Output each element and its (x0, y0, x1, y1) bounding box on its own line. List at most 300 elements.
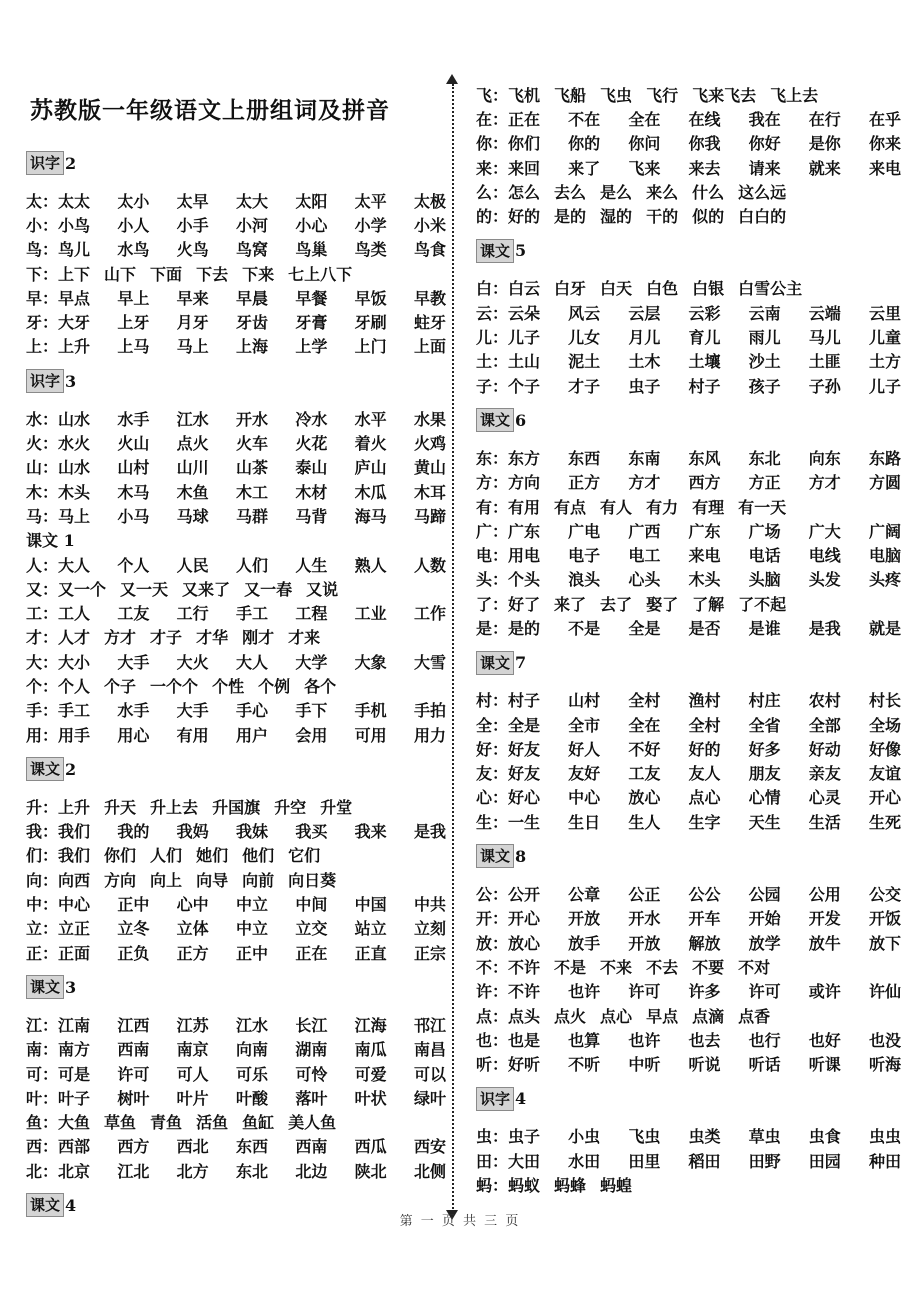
vocab-word: 正方 (176, 943, 209, 963)
vocab-character: 公： (476, 885, 509, 905)
vocab-row (476, 1052, 901, 1076)
vocab-word: 鸟儿 (58, 240, 91, 260)
vocab-word: 点心 (600, 1006, 633, 1026)
vocab-word: 去了 (600, 594, 633, 614)
vocab-word: 上海 (236, 337, 269, 357)
vocab-word: 放下 (868, 933, 901, 953)
vocab-word: 开车 (688, 909, 721, 929)
section-tag: 识字 (26, 369, 64, 393)
vocab-word: 田里 (628, 1151, 661, 1171)
vocab-word: 全部 (808, 715, 841, 735)
vocab-word: 开心 (508, 909, 541, 929)
vocab-word: 泰山 (295, 458, 328, 478)
vocab-word: 我在 (748, 109, 781, 129)
vocab-word: 飞上去 (770, 85, 819, 105)
vocab-word: 我妹 (236, 822, 269, 842)
vocab-word: 西方 (688, 473, 721, 493)
vocab-character: 水： (26, 409, 59, 429)
vocab-word: 放手 (568, 933, 601, 953)
vocab-word: 太平 (354, 191, 387, 211)
vocab-row (26, 794, 446, 818)
vocab-word: 儿子 (508, 328, 541, 348)
vocab-word: 全村 (688, 715, 721, 735)
vocab-character: 心： (476, 788, 509, 808)
vocab-character: 么： (476, 182, 509, 202)
vocab-row (26, 722, 446, 746)
vocab-word: 太极 (413, 191, 446, 211)
vocab-character: 广： (476, 521, 509, 541)
vocab-word: 可用 (354, 725, 387, 745)
vocab-character: 正： (26, 943, 59, 963)
vocab-word: 可人 (176, 1064, 209, 1084)
vocab-word: 在行 (808, 109, 841, 129)
vocab-word: 朋友 (748, 764, 781, 784)
vocab-words (508, 1173, 901, 1196)
vocab-words (58, 310, 446, 333)
vocab-word: 不许 (508, 957, 541, 977)
vocab-word: 个人 (58, 676, 91, 696)
vocab-word: 东北 (748, 448, 781, 468)
vocab-word: 听海 (868, 1055, 901, 1075)
vocab-row (26, 1110, 446, 1134)
vocab-character: 鱼： (26, 1113, 59, 1133)
vocab-word: 点滴 (692, 1006, 725, 1026)
vocab-word: 西北 (176, 1137, 209, 1157)
vocab-word: 也许 (628, 1030, 661, 1050)
vocab-word: 东南 (628, 448, 661, 468)
vocab-word: 土匪 (808, 352, 841, 372)
vocab-row (476, 518, 901, 542)
vocab-word: 工程 (295, 604, 328, 624)
vocab-word: 个人 (117, 555, 150, 575)
vocab-word: 可爱 (354, 1064, 387, 1084)
vocab-word: 火鸡 (413, 434, 446, 454)
vocab-word: 就是 (868, 618, 901, 638)
vocab-word: 大手 (176, 701, 209, 721)
vocab-word: 用电 (508, 546, 541, 566)
vocab-word: 手拍 (413, 701, 446, 721)
vocab-word: 马上 (58, 506, 91, 526)
vocab-word: 虫类 (688, 1127, 721, 1147)
vocab-row (26, 1061, 446, 1085)
vocab-words (508, 325, 901, 348)
vocab-word: 全市 (568, 715, 601, 735)
vocab-row (476, 930, 901, 954)
vocab-character: 白： (476, 279, 509, 299)
vocab-word: 开发 (808, 909, 841, 929)
vocab-words (508, 470, 901, 493)
vocab-word: 上下 (58, 264, 91, 284)
vocab-character: 儿： (476, 328, 509, 348)
vocab-word: 水火 (58, 434, 91, 454)
vocab-words (58, 916, 446, 939)
vocab-character: 蚂： (476, 1176, 509, 1196)
vocab-word: 村子 (508, 691, 541, 711)
vocab-word: 方才 (104, 628, 137, 648)
vocab-word: 江水 (236, 1015, 269, 1035)
vocab-words (58, 334, 446, 357)
vocab-word: 马蹄 (413, 506, 446, 526)
vocab-words (508, 349, 901, 372)
vocab-word: 好友 (508, 739, 541, 759)
vocab-row (26, 237, 446, 261)
vocab-word: 江西 (117, 1015, 150, 1035)
vocab-word: 许可 (748, 982, 781, 1002)
vocab-word: 东风 (688, 448, 721, 468)
vocab-word: 火花 (295, 434, 328, 454)
section-number: 6 (515, 410, 527, 430)
vocab-word: 木头 (688, 570, 721, 590)
vocab-character: 向： (26, 870, 59, 890)
vocab-word: 育儿 (688, 328, 721, 348)
vocab-row (476, 203, 901, 227)
vocab-word: 头脑 (748, 570, 781, 590)
vocab-word: 云南 (748, 303, 781, 323)
vocab-word: 下去 (196, 264, 229, 284)
vocab-word: 海马 (354, 506, 387, 526)
vocab-word: 白白的 (738, 207, 787, 227)
vocab-word: 升天 (104, 797, 137, 817)
vocab-word: 山下 (104, 264, 137, 284)
section-tag: 课文 (476, 651, 514, 675)
section-number: 2 (65, 153, 77, 173)
vocab-word: 公正 (628, 885, 661, 905)
vocab-words (58, 819, 446, 842)
vocab-character: 有： (476, 497, 509, 517)
vocab-word: 是我 (808, 618, 841, 638)
vocab-word: 牙刷 (354, 313, 387, 333)
vocab-words (58, 1134, 446, 1157)
vocab-row (476, 1124, 901, 1148)
vocab-word: 生人 (628, 812, 661, 832)
vocab-word: 站立 (354, 919, 387, 939)
vocab-word: 叶片 (176, 1088, 209, 1108)
vocab-word: 许可 (117, 1064, 150, 1084)
vocab-word: 江海 (354, 1015, 387, 1035)
vocab-word: 木耳 (413, 482, 446, 502)
vocab-word: 大小 (58, 652, 91, 672)
vocab-word: 马儿 (808, 328, 841, 348)
vocab-word: 中心 (58, 895, 91, 915)
vocab-character: 西： (26, 1137, 59, 1157)
vocab-word: 有理 (692, 497, 725, 517)
vocab-character: 了： (476, 594, 509, 614)
vocab-character: 下： (26, 264, 59, 284)
vocab-word: 用手 (58, 725, 91, 745)
section-number: 8 (515, 846, 527, 866)
vocab-words (58, 1110, 446, 1133)
vocab-character: 好： (476, 739, 509, 759)
vocab-words (508, 785, 901, 808)
vocab-word: 中国 (354, 895, 387, 915)
vocab-word: 正在 (508, 109, 541, 129)
vocab-word: 放学 (748, 933, 781, 953)
vocab-word: 土方 (868, 352, 901, 372)
vocab-character: 开： (476, 909, 509, 929)
vocab-word: 生日 (568, 812, 601, 832)
vocab-words (508, 276, 901, 299)
vocab-word: 刚才 (242, 628, 275, 648)
vocab-word: 山村 (117, 458, 150, 478)
vocab-row (476, 542, 901, 566)
vocab-word: 全省 (748, 715, 781, 735)
vocab-word: 江苏 (176, 1015, 209, 1035)
vocab-word: 广西 (628, 521, 661, 541)
vocab-word: 点火 (176, 434, 209, 454)
vocab-word: 你好 (748, 134, 781, 154)
vocab-row (476, 324, 901, 348)
vocab-words (508, 107, 901, 130)
vocab-word: 电线 (808, 546, 841, 566)
vocab-word: 早点 (646, 1006, 679, 1026)
vocab-words (508, 761, 901, 784)
vocab-word: 云里 (868, 303, 901, 323)
vocab-word: 才子 (150, 628, 183, 648)
vocab-word: 用心 (117, 725, 150, 745)
vocab-word: 开水 (628, 909, 661, 929)
vocab-row (26, 334, 446, 358)
vocab-word: 个例 (258, 676, 291, 696)
vocab-row (476, 567, 901, 591)
vocab-word: 邗江 (413, 1015, 446, 1035)
vocab-character: 用： (26, 725, 59, 745)
vocab-word: 是我 (413, 822, 446, 842)
vocab-character: 升： (26, 797, 59, 817)
vocab-word: 上升 (58, 337, 91, 357)
vocab-word: 浪头 (568, 570, 601, 590)
vocab-character: 飞： (476, 85, 509, 105)
vocab-character: 我： (26, 822, 59, 842)
vocab-word: 云层 (628, 303, 661, 323)
vocab-word: 叶状 (354, 1088, 387, 1108)
vocab-word: 南方 (58, 1040, 91, 1060)
vocab-word: 开水 (236, 409, 269, 429)
vocab-word: 你的 (568, 134, 601, 154)
vocab-word: 不去 (646, 957, 679, 977)
vocab-word: 你问 (628, 134, 661, 154)
vocab-word: 可以 (413, 1064, 446, 1084)
vocab-character: 友： (476, 764, 509, 784)
vocab-words (58, 601, 446, 624)
vocab-character: 在： (476, 109, 509, 129)
vocab-word: 活鱼 (196, 1113, 229, 1133)
vocab-word: 我们 (58, 822, 91, 842)
vocab-words (508, 204, 901, 227)
vocab-word: 立交 (295, 919, 328, 939)
vocab-word: 东方 (508, 448, 541, 468)
vocab-word: 电子 (568, 546, 601, 566)
vocab-word: 村子 (688, 376, 721, 396)
vocab-word: 火车 (236, 434, 269, 454)
vocab-character: 东： (476, 448, 509, 468)
vocab-row (26, 625, 446, 649)
vocab-word: 她们 (196, 846, 229, 866)
vocab-word: 美人鱼 (288, 1113, 337, 1133)
vocab-word: 又来了 (182, 579, 231, 599)
vocab-word: 升堂 (320, 797, 353, 817)
vocab-word: 中心 (568, 788, 601, 808)
vocab-word: 上牙 (117, 313, 150, 333)
vocab-word: 北京 (58, 1161, 91, 1181)
vocab-word: 早晨 (236, 288, 269, 308)
section-tag: 课文 (26, 1193, 64, 1217)
vocab-word: 水果 (413, 409, 446, 429)
vocab-character: 工： (26, 604, 59, 624)
vocab-word: 冷水 (295, 409, 328, 429)
vocab-row (26, 673, 446, 697)
vocab-word: 怎么 (508, 182, 541, 202)
vocab-word: 草鱼 (104, 1113, 137, 1133)
vocab-row (476, 1027, 901, 1051)
vocab-row (26, 261, 446, 285)
vocab-word: 马上 (176, 337, 209, 357)
vocab-word: 手工 (236, 604, 269, 624)
vocab-word: 又说 (306, 579, 339, 599)
vocab-word: 水手 (117, 409, 150, 429)
vocab-word: 中立 (236, 919, 269, 939)
vocab-word: 全是 (508, 715, 541, 735)
vocab-row (476, 954, 901, 978)
vocab-word: 大人 (58, 555, 91, 575)
vocab-row (26, 285, 446, 309)
vocab-word: 飞虫 (600, 85, 633, 105)
vocab-words (58, 1013, 446, 1036)
vocab-word: 早饭 (354, 288, 387, 308)
vocab-character: 火： (26, 434, 59, 454)
vocab-word: 我妈 (176, 822, 209, 842)
section-tag: 课文 (476, 844, 514, 868)
vocab-word: 有用 (508, 497, 541, 517)
vocab-row (26, 940, 446, 964)
vocab-word: 娶了 (646, 594, 679, 614)
vocab-word: 心灵 (808, 788, 841, 808)
vocab-words (58, 941, 446, 964)
vocab-word: 他们 (242, 846, 275, 866)
section-tag: 课文 (26, 757, 64, 781)
vocab-words (58, 892, 446, 915)
vocab-word: 好的 (508, 207, 541, 227)
vocab-word: 是的 (554, 207, 587, 227)
vocab-word: 升上去 (150, 797, 199, 817)
vocab-word: 长江 (295, 1015, 328, 1035)
vocab-character: 山： (26, 458, 59, 478)
vocab-word: 早来 (176, 288, 209, 308)
vocab-word: 上面 (413, 337, 446, 357)
section-number: 5 (515, 241, 527, 261)
vocab-word: 着火 (354, 434, 387, 454)
vocab-word: 放心 (508, 933, 541, 953)
vocab-word: 又一天 (120, 579, 169, 599)
vocab-character: 来： (476, 158, 509, 178)
vocab-words (508, 906, 901, 929)
vocab-word: 虫子 (508, 1127, 541, 1147)
vocab-word: 在线 (688, 109, 721, 129)
vocab-word: 升空 (274, 797, 307, 817)
vocab-word: 开放 (628, 933, 661, 953)
vocab-words (508, 446, 901, 469)
vocab-word: 草虫 (748, 1127, 781, 1147)
vocab-word: 大手 (117, 652, 150, 672)
vocab-word: 工友 (117, 604, 150, 624)
vocab-words (58, 795, 446, 818)
vocab-word: 水鸟 (117, 240, 150, 260)
vocab-word: 飞虫 (628, 1127, 661, 1147)
vocab-word: 大鱼 (58, 1113, 91, 1133)
vocab-word: 叶酸 (236, 1088, 269, 1108)
vocab-word: 庐山 (354, 458, 387, 478)
vocab-character: 江： (26, 1015, 59, 1035)
vocab-word: 白银 (692, 279, 725, 299)
vocab-character: 中： (26, 895, 59, 915)
vocab-word: 用户 (236, 725, 269, 745)
vocab-row (26, 698, 446, 722)
vocab-word: 我的 (117, 822, 150, 842)
vocab-word: 好多 (748, 739, 781, 759)
vocab-word: 正面 (58, 943, 91, 963)
vocab-word: 可怜 (295, 1064, 328, 1084)
vocab-word: 不来 (600, 957, 633, 977)
vocab-word: 江北 (117, 1161, 150, 1181)
vocab-row (476, 979, 901, 1003)
vocab-word: 来么 (646, 182, 679, 202)
vocab-character: 马： (26, 506, 59, 526)
vocab-word: 飞来 (628, 158, 661, 178)
left-column (26, 140, 446, 1230)
vocab-row (26, 916, 446, 940)
vocab-character: 虫： (476, 1127, 509, 1147)
vocab-word: 我买 (295, 822, 328, 842)
vocab-word: 才子 (568, 376, 601, 396)
vocab-words (58, 431, 446, 454)
vocab-character: 才： (26, 628, 59, 648)
vocab-word: 东西 (568, 448, 601, 468)
vocab-word: 孩子 (748, 376, 781, 396)
vocab-word: 电工 (628, 546, 661, 566)
vocab-words (508, 180, 901, 203)
section-heading (476, 843, 901, 869)
vocab-word: 北边 (295, 1161, 328, 1181)
vocab-row (476, 1003, 901, 1027)
vocab-row (476, 809, 901, 833)
vocab-character: 们： (26, 846, 59, 866)
vocab-word: 有点 (554, 497, 587, 517)
vocab-word: 许可 (628, 982, 661, 1002)
vocab-word: 向上 (150, 870, 183, 890)
vocab-word: 上马 (117, 337, 150, 357)
vocab-word: 山水 (58, 409, 91, 429)
vocab-word: 就来 (808, 158, 841, 178)
vocab-word: 太大 (236, 191, 269, 211)
section-number: 2 (65, 759, 77, 779)
vocab-word: 树叶 (117, 1088, 150, 1108)
vocab-word: 不听 (568, 1055, 601, 1075)
section-heading (26, 368, 446, 394)
vocab-word: 白天 (600, 279, 633, 299)
vocab-words (508, 955, 901, 978)
vocab-word: 点香 (738, 1006, 771, 1026)
vocab-word: 广东 (508, 521, 541, 541)
vocab-character: 听： (476, 1055, 509, 1075)
vocab-word: 在乎 (868, 109, 901, 129)
vocab-word: 人数 (413, 555, 446, 575)
vocab-word: 来了 (554, 594, 587, 614)
vocab-word: 江南 (58, 1015, 91, 1035)
vocab-character: 上： (26, 337, 59, 357)
vocab-words (508, 616, 901, 639)
vocab-words (508, 592, 901, 615)
vocab-words (58, 553, 446, 576)
vocab-word: 工人 (58, 604, 91, 624)
